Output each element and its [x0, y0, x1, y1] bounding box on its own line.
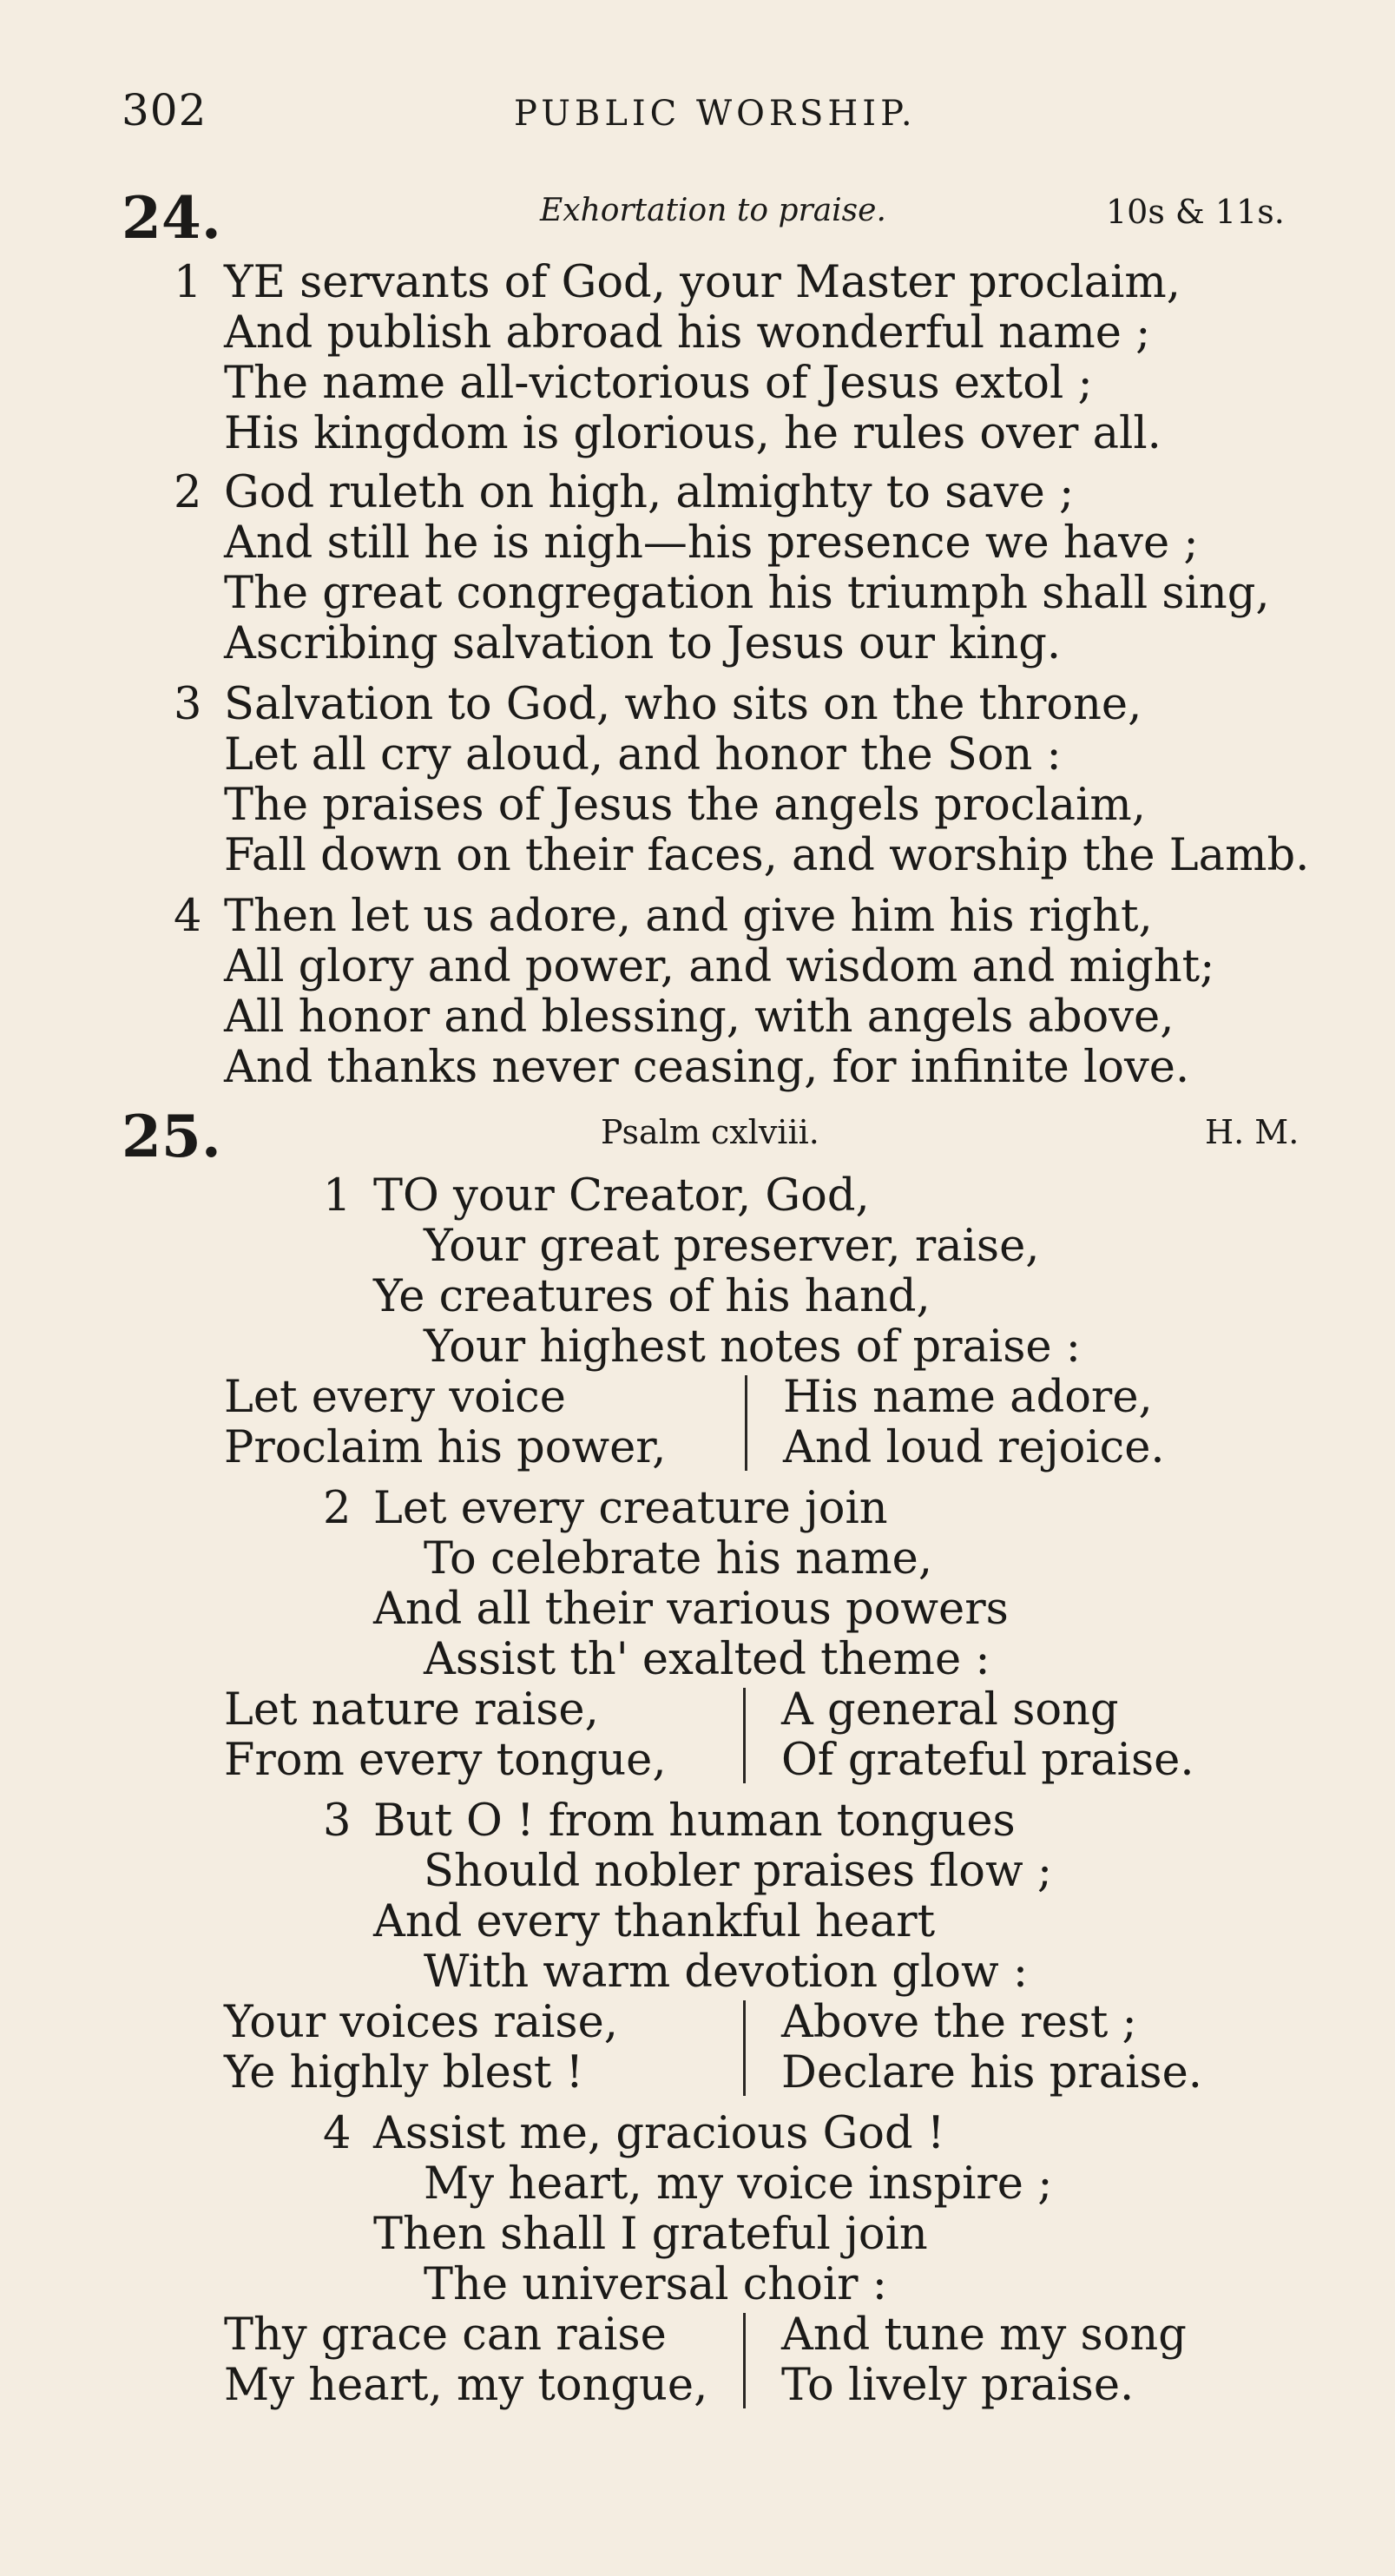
running-title: PUBLIC WORSHIP.: [514, 94, 917, 134]
verse-line: With warm devotion glow :: [424, 1947, 1029, 1998]
verse-line: And still he is nigh—his presence we have ;: [224, 517, 1199, 569]
page-number: 302: [122, 85, 207, 135]
stanza-number: 3: [323, 1795, 352, 1847]
verse-line: Fall down on their faces, and worship the Lamb.: [224, 830, 1310, 881]
refrain-right-line: And loud rejoice.: [783, 1422, 1165, 1473]
verse-line: Your highest notes of praise :: [424, 1321, 1081, 1373]
column-divider: [745, 1375, 747, 1471]
hymn-25-subject: Psalm cxlviii.: [601, 1113, 819, 1151]
refrain-left-line: Let every voice: [224, 1372, 566, 1423]
verse-line: Should nobler praises flow ;: [424, 1846, 1053, 1897]
stanza-number: 4: [323, 2108, 352, 2159]
refrain-right-line: His name adore,: [783, 1372, 1153, 1423]
verse-line: Salvation to God, who sits on the throne,: [224, 679, 1142, 730]
verse-line: Assist th' exalted theme :: [424, 1634, 990, 1685]
stanza-number: 4: [174, 891, 202, 942]
hymn-24-number: 24.: [122, 184, 221, 252]
verse-line: All glory and power, and wisdom and might;: [224, 941, 1215, 992]
stanza-number: 2: [323, 1483, 352, 1534]
verse-line: All honor and blessing, with angels above,: [224, 992, 1175, 1043]
verse-line: TO your Creator, God,: [373, 1170, 870, 1222]
verse-line: YE servants of God, your Master proclaim,: [224, 257, 1181, 308]
refrain-left-line: Proclaim his power,: [224, 1422, 667, 1473]
refrain-left-line: Ye highly blest !: [224, 2047, 584, 2098]
verse-line: And thanks never ceasing, for infinite love.: [224, 1042, 1190, 1093]
column-divider: [743, 2313, 746, 2408]
verse-line: Assist me, gracious God !: [373, 2108, 945, 2159]
verse-line: His kingdom is glorious, he rules over all.: [224, 408, 1161, 459]
verse-line: Ascribing salvation to Jesus our king.: [224, 618, 1062, 669]
verse-line: The praises of Jesus the angels proclaim,: [224, 780, 1146, 831]
refrain-right-line: Of grateful praise.: [781, 1735, 1194, 1786]
refrain-right-line: A general song: [781, 1684, 1119, 1736]
verse-line: To celebrate his name,: [424, 1533, 933, 1584]
refrain-left-line: My heart, my tongue,: [224, 2360, 708, 2411]
verse-line: Your great preserver, raise,: [424, 1221, 1040, 1272]
hymn-25-meter: H. M.: [1205, 1113, 1300, 1151]
verse-line: And all their various powers: [373, 1584, 1009, 1635]
refrain-left-line: From every tongue,: [224, 1735, 667, 1786]
verse-line: And every thankful heart: [373, 1896, 936, 1947]
stanza-number: 1: [323, 1170, 352, 1222]
refrain-right-line: To lively praise.: [781, 2360, 1135, 2411]
verse-line: Then let us adore, and give him his right,: [224, 891, 1153, 942]
verse-line: Ye creatures of his hand,: [373, 1271, 931, 1322]
verse-line: Let every creature join: [373, 1483, 888, 1534]
verse-line: My heart, my voice inspire ;: [424, 2158, 1053, 2210]
column-divider: [743, 1688, 746, 1783]
verse-line: And publish abroad his wonderful name ;: [224, 307, 1151, 359]
verse-line: Then shall I grateful join: [373, 2209, 928, 2260]
refrain-right-line: And tune my song: [781, 2309, 1187, 2361]
refrain-right-line: Above the rest ;: [781, 1997, 1137, 2048]
stanza-number: 3: [174, 679, 202, 730]
verse-line: The name all-victorious of Jesus extol ;: [224, 358, 1093, 409]
refrain-left-line: Let nature raise,: [224, 1684, 599, 1736]
hymn-24-meter: 10s & 11s.: [1106, 193, 1285, 231]
hymn-25-number: 25.: [122, 1103, 221, 1170]
column-divider: [743, 2000, 746, 2096]
hymn-24-subject: Exhortation to praise.: [540, 193, 886, 228]
stanza-number: 1: [174, 257, 202, 308]
refrain-left-line: Thy grace can raise: [224, 2309, 667, 2361]
verse-line: The universal choir :: [424, 2259, 887, 2310]
verse-line: But O ! from human tongues: [373, 1795, 1016, 1847]
verse-line: The great congregation his triumph shall sing,: [224, 568, 1270, 619]
refrain-left-line: Your voices raise,: [224, 1997, 618, 2048]
verse-line: God ruleth on high, almighty to save ;: [224, 467, 1075, 518]
stanza-number: 2: [174, 467, 202, 518]
verse-line: Let all cry aloud, and honor the Son :: [224, 729, 1062, 781]
refrain-right-line: Declare his praise.: [781, 2047, 1202, 2098]
